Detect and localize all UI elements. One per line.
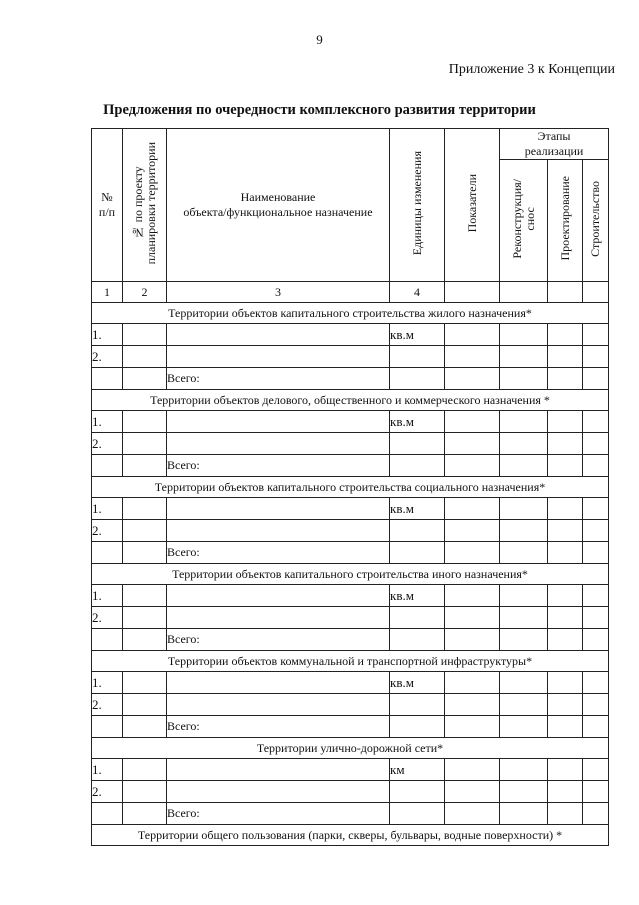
- plan-no-cell: [123, 542, 167, 564]
- design-cell: [548, 716, 583, 738]
- table-row: [92, 411, 609, 433]
- plan-no-cell: [123, 759, 167, 781]
- row-index: 1.: [92, 759, 123, 781]
- row-index: 2.: [92, 607, 123, 629]
- construction-cell: [583, 759, 609, 781]
- construction-cell: [583, 368, 609, 390]
- priority-table: [91, 128, 609, 846]
- name-cell: [167, 346, 390, 368]
- reconstruction-cell: [500, 803, 548, 825]
- header-unit: Единицы изменения: [390, 129, 445, 282]
- plan-no-cell: [123, 803, 167, 825]
- plan-no-cell: [123, 716, 167, 738]
- total-row: [92, 629, 609, 651]
- section-header-row: [92, 825, 609, 846]
- construction-cell: [583, 694, 609, 716]
- reconstruction-cell: [500, 520, 548, 542]
- indicators-cell: [445, 433, 500, 455]
- row-index: 1.: [92, 672, 123, 694]
- plan-no-cell: [123, 520, 167, 542]
- unit-cell: [390, 542, 445, 564]
- header-plan-no: № по проекту планировки территории: [123, 129, 167, 282]
- row-index: [92, 629, 123, 651]
- name-cell: [167, 781, 390, 803]
- section-header-row: [92, 390, 609, 411]
- section-header-row: [92, 477, 609, 498]
- indicators-cell: [445, 520, 500, 542]
- row-index: 2.: [92, 346, 123, 368]
- name-cell: [167, 694, 390, 716]
- indicators-cell: [445, 324, 500, 346]
- reconstruction-cell: [500, 368, 548, 390]
- header-stage-construction: Строительство: [583, 160, 609, 282]
- total-row: [92, 716, 609, 738]
- name-cell: [167, 585, 390, 607]
- section-title: Территории объектов коммунальной и транспортной инфраструктуры*: [92, 651, 609, 672]
- unit-cell: кв.м: [390, 672, 445, 694]
- table-row: [92, 759, 609, 781]
- unit-cell: [390, 781, 445, 803]
- plan-no-cell: [123, 607, 167, 629]
- indicators-cell: [445, 803, 500, 825]
- design-cell: [548, 781, 583, 803]
- design-cell: [548, 324, 583, 346]
- reconstruction-cell: [500, 781, 548, 803]
- design-cell: [548, 803, 583, 825]
- empty-cell: [583, 282, 609, 303]
- row-index: [92, 542, 123, 564]
- total-label: Всего:: [167, 542, 390, 564]
- reconstruction-cell: [500, 694, 548, 716]
- indicators-cell: [445, 672, 500, 694]
- reconstruction-cell: [500, 411, 548, 433]
- name-cell: [167, 433, 390, 455]
- indicators-cell: [445, 694, 500, 716]
- empty-cell: [548, 282, 583, 303]
- table-row: [92, 433, 609, 455]
- reconstruction-cell: [500, 585, 548, 607]
- name-cell: [167, 324, 390, 346]
- total-row: [92, 455, 609, 477]
- column-number: 1: [92, 282, 123, 303]
- reconstruction-cell: [500, 759, 548, 781]
- construction-cell: [583, 542, 609, 564]
- table-row: [92, 781, 609, 803]
- section-title: Территории объектов делового, общественного и коммерческого назначения *: [92, 390, 609, 411]
- table-row: [92, 324, 609, 346]
- reconstruction-cell: [500, 455, 548, 477]
- header-stage-reconstruction: Реконструкция/ снос: [500, 160, 548, 282]
- design-cell: [548, 346, 583, 368]
- reconstruction-cell: [500, 716, 548, 738]
- construction-cell: [583, 498, 609, 520]
- name-cell: [167, 759, 390, 781]
- construction-cell: [583, 411, 609, 433]
- plan-no-cell: [123, 629, 167, 651]
- row-index: [92, 803, 123, 825]
- section-header-row: [92, 564, 609, 585]
- page-number: 9: [316, 32, 323, 47]
- name-cell: [167, 498, 390, 520]
- column-number: 3: [167, 282, 390, 303]
- indicators-cell: [445, 368, 500, 390]
- design-cell: [548, 759, 583, 781]
- empty-cell: [445, 282, 500, 303]
- row-index: 2.: [92, 694, 123, 716]
- reconstruction-cell: [500, 346, 548, 368]
- construction-cell: [583, 433, 609, 455]
- total-label: Всего:: [167, 716, 390, 738]
- total-label: Всего:: [167, 368, 390, 390]
- design-cell: [548, 542, 583, 564]
- plan-no-cell: [123, 498, 167, 520]
- reconstruction-cell: [500, 324, 548, 346]
- design-cell: [548, 694, 583, 716]
- design-cell: [548, 498, 583, 520]
- reconstruction-cell: [500, 542, 548, 564]
- construction-cell: [583, 455, 609, 477]
- table-row: [92, 607, 609, 629]
- table-row: [92, 346, 609, 368]
- header-no: № п/п: [92, 129, 123, 282]
- total-row: [92, 803, 609, 825]
- design-cell: [548, 585, 583, 607]
- plan-no-cell: [123, 585, 167, 607]
- table-row: [92, 520, 609, 542]
- reconstruction-cell: [500, 672, 548, 694]
- total-row: [92, 542, 609, 564]
- unit-cell: [390, 629, 445, 651]
- plan-no-cell: [123, 781, 167, 803]
- row-index: 1.: [92, 324, 123, 346]
- plan-no-cell: [123, 455, 167, 477]
- document-title: Предложения по очередности комплексного развития территории: [103, 102, 536, 118]
- design-cell: [548, 411, 583, 433]
- reconstruction-cell: [500, 629, 548, 651]
- row-index: 1.: [92, 585, 123, 607]
- total-label: Всего:: [167, 455, 390, 477]
- row-index: [92, 368, 123, 390]
- design-cell: [548, 629, 583, 651]
- construction-cell: [583, 346, 609, 368]
- table-row: [92, 672, 609, 694]
- reconstruction-cell: [500, 498, 548, 520]
- reconstruction-cell: [500, 607, 548, 629]
- construction-cell: [583, 607, 609, 629]
- table-row: [92, 585, 609, 607]
- construction-cell: [583, 629, 609, 651]
- unit-cell: [390, 716, 445, 738]
- indicators-cell: [445, 607, 500, 629]
- row-index: 1.: [92, 498, 123, 520]
- unit-cell: кв.м: [390, 411, 445, 433]
- plan-no-cell: [123, 672, 167, 694]
- section-title: Территории объектов капитального строительства социального назначения*: [92, 477, 609, 498]
- plan-no-cell: [123, 368, 167, 390]
- row-index: 2.: [92, 781, 123, 803]
- indicators-cell: [445, 498, 500, 520]
- column-number: 2: [123, 282, 167, 303]
- name-cell: [167, 411, 390, 433]
- section-title: Территории объектов капитального строительства жилого назначения*: [92, 303, 609, 324]
- name-cell: [167, 520, 390, 542]
- column-number-row: [92, 282, 609, 303]
- construction-cell: [583, 716, 609, 738]
- header-indicators: Показатели: [445, 129, 500, 282]
- plan-no-cell: [123, 346, 167, 368]
- header-stage-design: Проектирование: [548, 160, 583, 282]
- unit-cell: кв.м: [390, 498, 445, 520]
- row-index: 2.: [92, 520, 123, 542]
- indicators-cell: [445, 629, 500, 651]
- indicators-cell: [445, 542, 500, 564]
- indicators-cell: [445, 716, 500, 738]
- unit-cell: км: [390, 759, 445, 781]
- unit-cell: [390, 346, 445, 368]
- section-title: Территории общего пользования (парки, скверы, бульвары, водные поверхности) *: [92, 825, 609, 846]
- unit-cell: кв.м: [390, 324, 445, 346]
- design-cell: [548, 368, 583, 390]
- unit-cell: [390, 694, 445, 716]
- unit-cell: [390, 368, 445, 390]
- header-name: Наименование объекта/функциональное назначение: [167, 129, 390, 282]
- section-title: Территории улично-дорожной сети*: [92, 738, 609, 759]
- construction-cell: [583, 803, 609, 825]
- design-cell: [548, 455, 583, 477]
- indicators-cell: [445, 759, 500, 781]
- indicators-cell: [445, 346, 500, 368]
- section-title: Территории объектов капитального строительства иного назначения*: [92, 564, 609, 585]
- total-row: [92, 368, 609, 390]
- design-cell: [548, 520, 583, 542]
- appendix-label: Приложение 3 к Концепции: [448, 62, 615, 77]
- construction-cell: [583, 520, 609, 542]
- table-row: [92, 498, 609, 520]
- plan-no-cell: [123, 433, 167, 455]
- plan-no-cell: [123, 324, 167, 346]
- indicators-cell: [445, 585, 500, 607]
- total-label: Всего:: [167, 803, 390, 825]
- indicators-cell: [445, 781, 500, 803]
- empty-cell: [500, 282, 548, 303]
- name-cell: [167, 672, 390, 694]
- row-index: [92, 716, 123, 738]
- section-header-row: [92, 738, 609, 759]
- unit-cell: [390, 607, 445, 629]
- section-header-row: [92, 651, 609, 672]
- row-index: [92, 455, 123, 477]
- design-cell: [548, 433, 583, 455]
- reconstruction-cell: [500, 433, 548, 455]
- total-label: Всего:: [167, 629, 390, 651]
- unit-cell: [390, 433, 445, 455]
- construction-cell: [583, 672, 609, 694]
- indicators-cell: [445, 411, 500, 433]
- unit-cell: [390, 455, 445, 477]
- design-cell: [548, 672, 583, 694]
- construction-cell: [583, 781, 609, 803]
- plan-no-cell: [123, 694, 167, 716]
- row-index: 1.: [92, 411, 123, 433]
- unit-cell: [390, 803, 445, 825]
- table-row: [92, 694, 609, 716]
- plan-no-cell: [123, 411, 167, 433]
- name-cell: [167, 607, 390, 629]
- row-index: 2.: [92, 433, 123, 455]
- design-cell: [548, 607, 583, 629]
- unit-cell: кв.м: [390, 585, 445, 607]
- unit-cell: [390, 520, 445, 542]
- section-header-row: [92, 303, 609, 324]
- header-stages: Этапы реализации: [500, 129, 609, 160]
- construction-cell: [583, 585, 609, 607]
- column-number: 4: [390, 282, 445, 303]
- indicators-cell: [445, 455, 500, 477]
- construction-cell: [583, 324, 609, 346]
